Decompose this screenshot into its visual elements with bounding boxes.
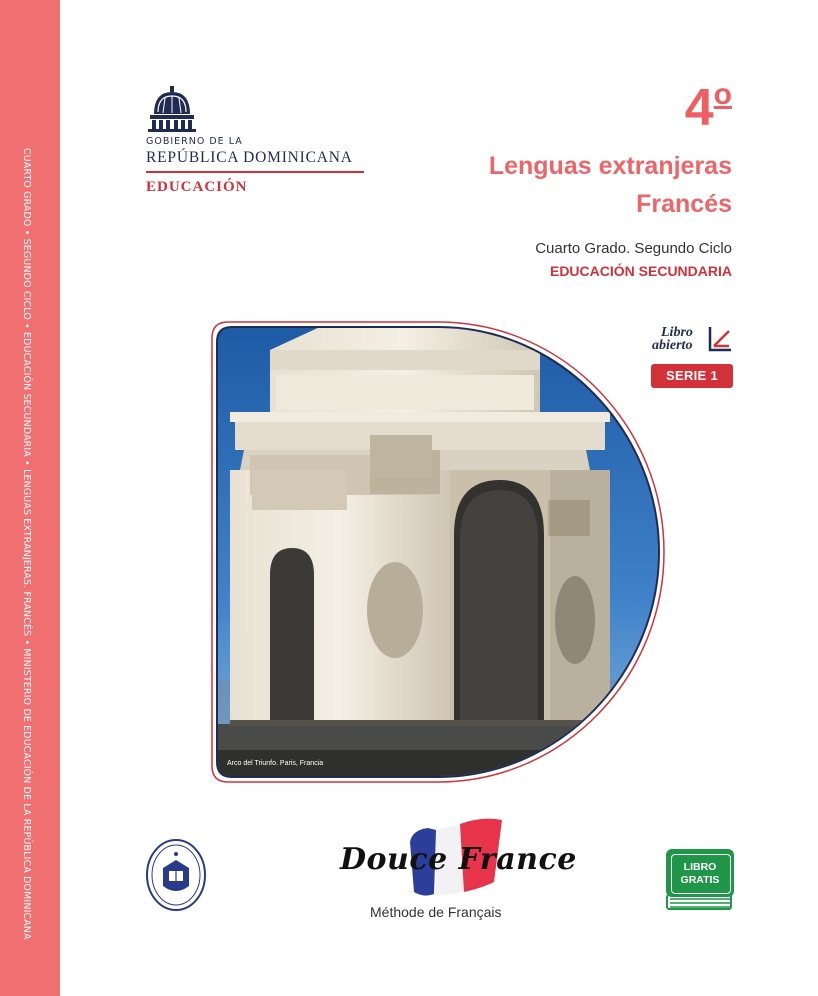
cover-photo	[210, 320, 666, 784]
subject-title-line2: Francés	[636, 190, 732, 218]
spine-text: CUARTO GRADO • SEGUNDO CICLO • EDUCACIÓN SECUNDARIA • LENGUAS EXTRANJERAS. FRANCÉS • MINISTERIO DE EDUCACIÓN DE LA REPÚBLICA DOMINICANA	[21, 148, 32, 940]
university-seal-icon	[145, 838, 207, 912]
book-pages-icon	[666, 895, 734, 911]
gov-line-gobierno: GOBIERNO DE LA	[146, 136, 243, 147]
arc-de-triomphe-photo	[210, 320, 666, 784]
capitol-dome-icon	[146, 86, 198, 134]
libro-abierto-line2: abierto	[652, 338, 693, 353]
grade-digit: 4	[684, 79, 714, 137]
libro-gratis-line1: LIBRO	[683, 861, 717, 873]
gov-line-republica: REPÚBLICA DOMINICANA	[146, 149, 353, 166]
gov-line-educacion: EDUCACIÓN	[146, 179, 248, 195]
libro-abierto-line1: Libro	[661, 325, 693, 340]
education-level: EDUCACIÓN SECUNDARIA	[549, 263, 732, 279]
grade-number	[684, 78, 732, 137]
libro-gratis-line2: GRATIS	[680, 874, 720, 886]
libro-abierto-logo-icon	[707, 325, 733, 353]
serie-badge: SERIE 1	[651, 364, 733, 388]
photo-caption: Arco del Triunfo. Paris, Francia	[227, 760, 324, 767]
grade-ordinal: o	[713, 78, 732, 111]
douce-france-logo	[332, 812, 577, 908]
university-seal	[145, 838, 207, 917]
grade-cycle: Cuarto Grado. Segundo Ciclo	[535, 240, 732, 257]
douce-france-subtitle: Méthode de Français	[370, 904, 502, 920]
subject-title-line1: Lenguas extranjeras	[488, 152, 732, 180]
douce-france-brand: Douce France	[340, 842, 577, 877]
gov-divider	[146, 171, 364, 173]
libro-gratis-box	[666, 849, 734, 897]
libro-gratis-badge	[666, 849, 734, 911]
